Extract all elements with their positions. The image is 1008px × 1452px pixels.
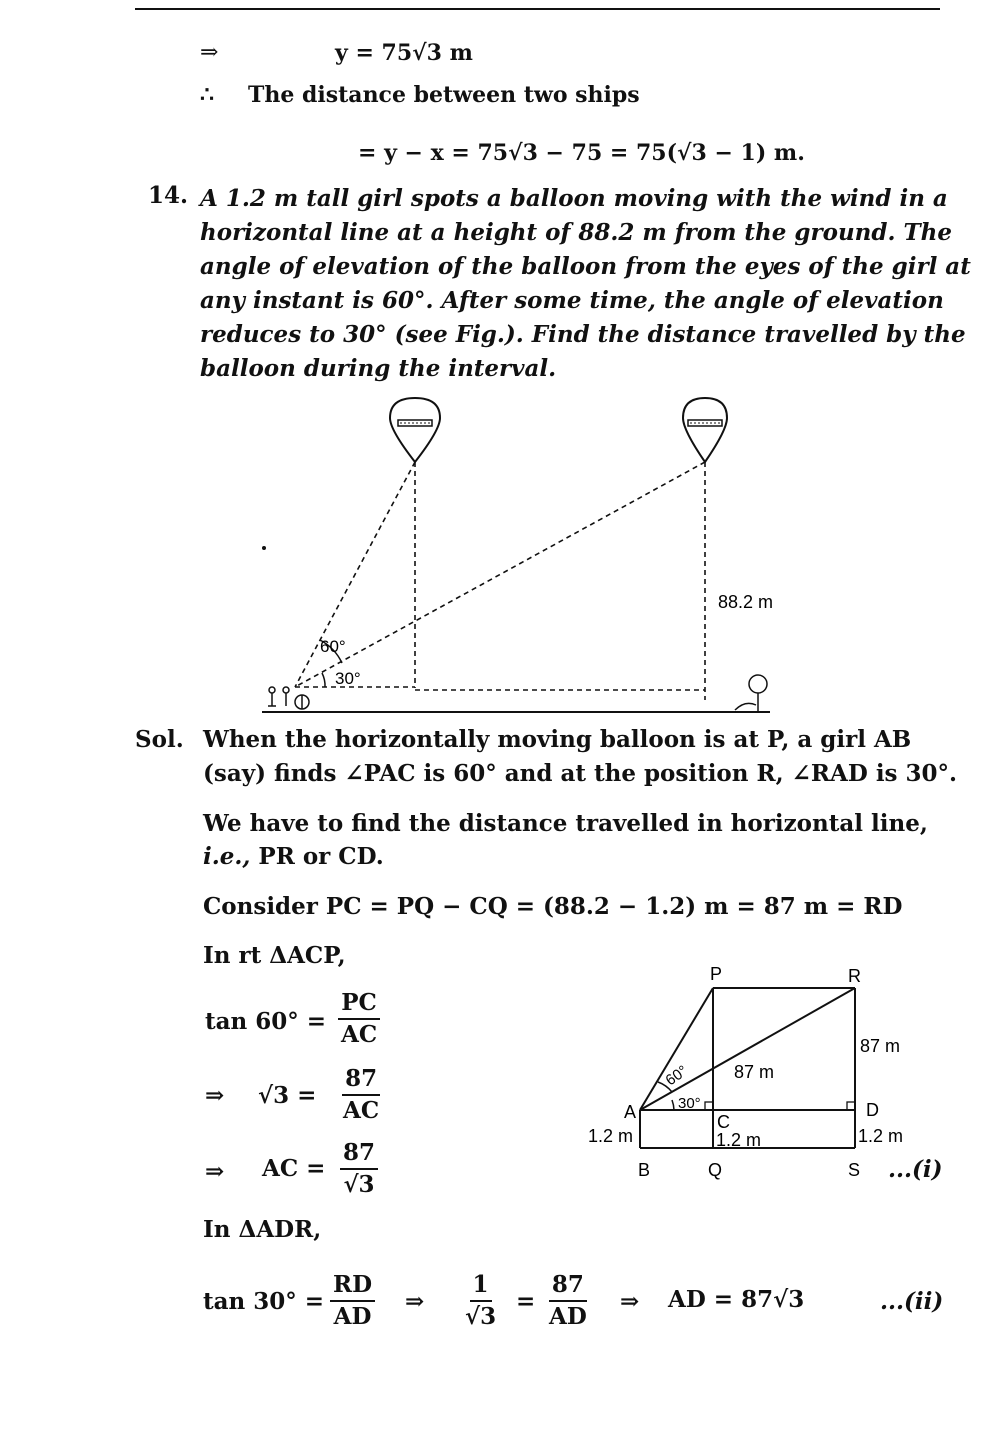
dot-mark [262,546,266,550]
equals-sign: = [516,1288,536,1315]
tan30-lhs: tan 30° = [203,1288,325,1315]
length-87-right: 87 m [860,1036,901,1056]
implies-arrow: ⇒ [205,1158,225,1185]
distance-statement: The distance between two ships [248,82,640,108]
question-text [200,182,971,386]
label-d: D [866,1100,879,1120]
solution-line: When the horizontally moving balloon is at P, a girl AB [203,726,912,753]
label-a: A [624,1102,637,1122]
balloon-figure [250,390,790,720]
question-line: A 1.2 m tall girl spots a balloon moving with the wind in a [200,185,948,212]
solution-label: Sol. [135,726,184,753]
label-c: C [717,1112,730,1132]
question-line: horizontal line at a height of 88.2 m from the ground. The [200,219,952,246]
label-r: R [848,966,861,986]
angle-60-label: 60° [320,637,346,656]
implies-arrow: ⇒ [620,1288,640,1315]
consider-line: Consider PC = PQ − CQ = (88.2 − 1.2) m = 87 m = RD [203,893,903,920]
ad-result: AD = 87√3 [668,1286,805,1313]
question-number: 14. [148,182,189,209]
fraction-87-ac: $\frac{87}{AC}$ [343,1065,380,1124]
height-label: 88.2 m [718,592,774,612]
ie-rest: PR or CD. [250,843,384,870]
angle-30-label: 30° [335,669,361,688]
triangle-adr-heading: In ΔADR, [203,1216,322,1243]
solution-line [203,843,384,870]
ac-lhs: AC = [262,1155,326,1182]
question-line: angle of elevation of the balloon from the eyes of the girl at [200,253,971,280]
balloon-left-icon [390,398,440,462]
solution-line: We have to find the distance travelled in horizontal line, [203,810,928,837]
equation-ref-i: ...(i) [888,1156,943,1183]
implies-arrow: ⇒ [200,40,219,65]
implies-arrow: ⇒ [205,1082,225,1109]
fraction-87-sqrt3: $\frac{87}{√3}$ [340,1138,378,1200]
triangle-acp-heading: In rt ΔACP, [203,942,346,969]
label-b: B [638,1160,651,1180]
fraction-87-ad: $\frac{87}{AD}$ [549,1271,587,1330]
sqrt3-lhs: √3 = [258,1082,317,1109]
question-line: any instant is 60°. After some time, the angle of elevation [200,287,944,314]
length-87-mid: 87 m [734,1062,775,1082]
question-line: balloon during the interval. [200,355,557,382]
label-p: P [710,964,723,984]
page-top-rule [135,8,940,10]
girl-icon [268,687,309,709]
tree-icon [735,675,767,712]
equation-ref-ii: ...(ii) [880,1288,944,1315]
fraction-1-sqrt3: $\frac{1}{√3}$ [465,1271,497,1330]
tan30-fraction: $\frac{RD}{AD}$ [330,1270,375,1332]
length-12-mid: 1.2 m [716,1130,762,1150]
length-12-left: 1.2 m [588,1126,634,1146]
length-12-right: 1.2 m [858,1126,904,1146]
implies-arrow: ⇒ [405,1288,425,1315]
solution-line: (say) finds ∠PAC is 60° and at the position R, ∠RAD is 30°. [203,760,958,787]
tan60-fraction: $\frac{PC}{AC}$ [338,988,380,1050]
label-q: Q [708,1160,723,1180]
triangle-figure [580,960,940,1190]
angle-30-label: 30° [678,1095,701,1112]
distance-equation: = y − x = 75√3 − 75 = 75(√3 − 1) m. [358,140,805,166]
ie-abbrev: i.e., [203,843,251,870]
angle-60-label: 60° [662,1062,691,1090]
label-s: S [848,1160,861,1180]
equation-y: y = 75√3 m [335,40,473,66]
therefore-symbol: ∴ [200,82,214,108]
question-line: reduces to 30° (see Fig.). Find the distance travelled by the [200,321,966,348]
balloon-right-icon [683,398,727,462]
tan60-lhs: tan 60° = [205,1008,327,1035]
